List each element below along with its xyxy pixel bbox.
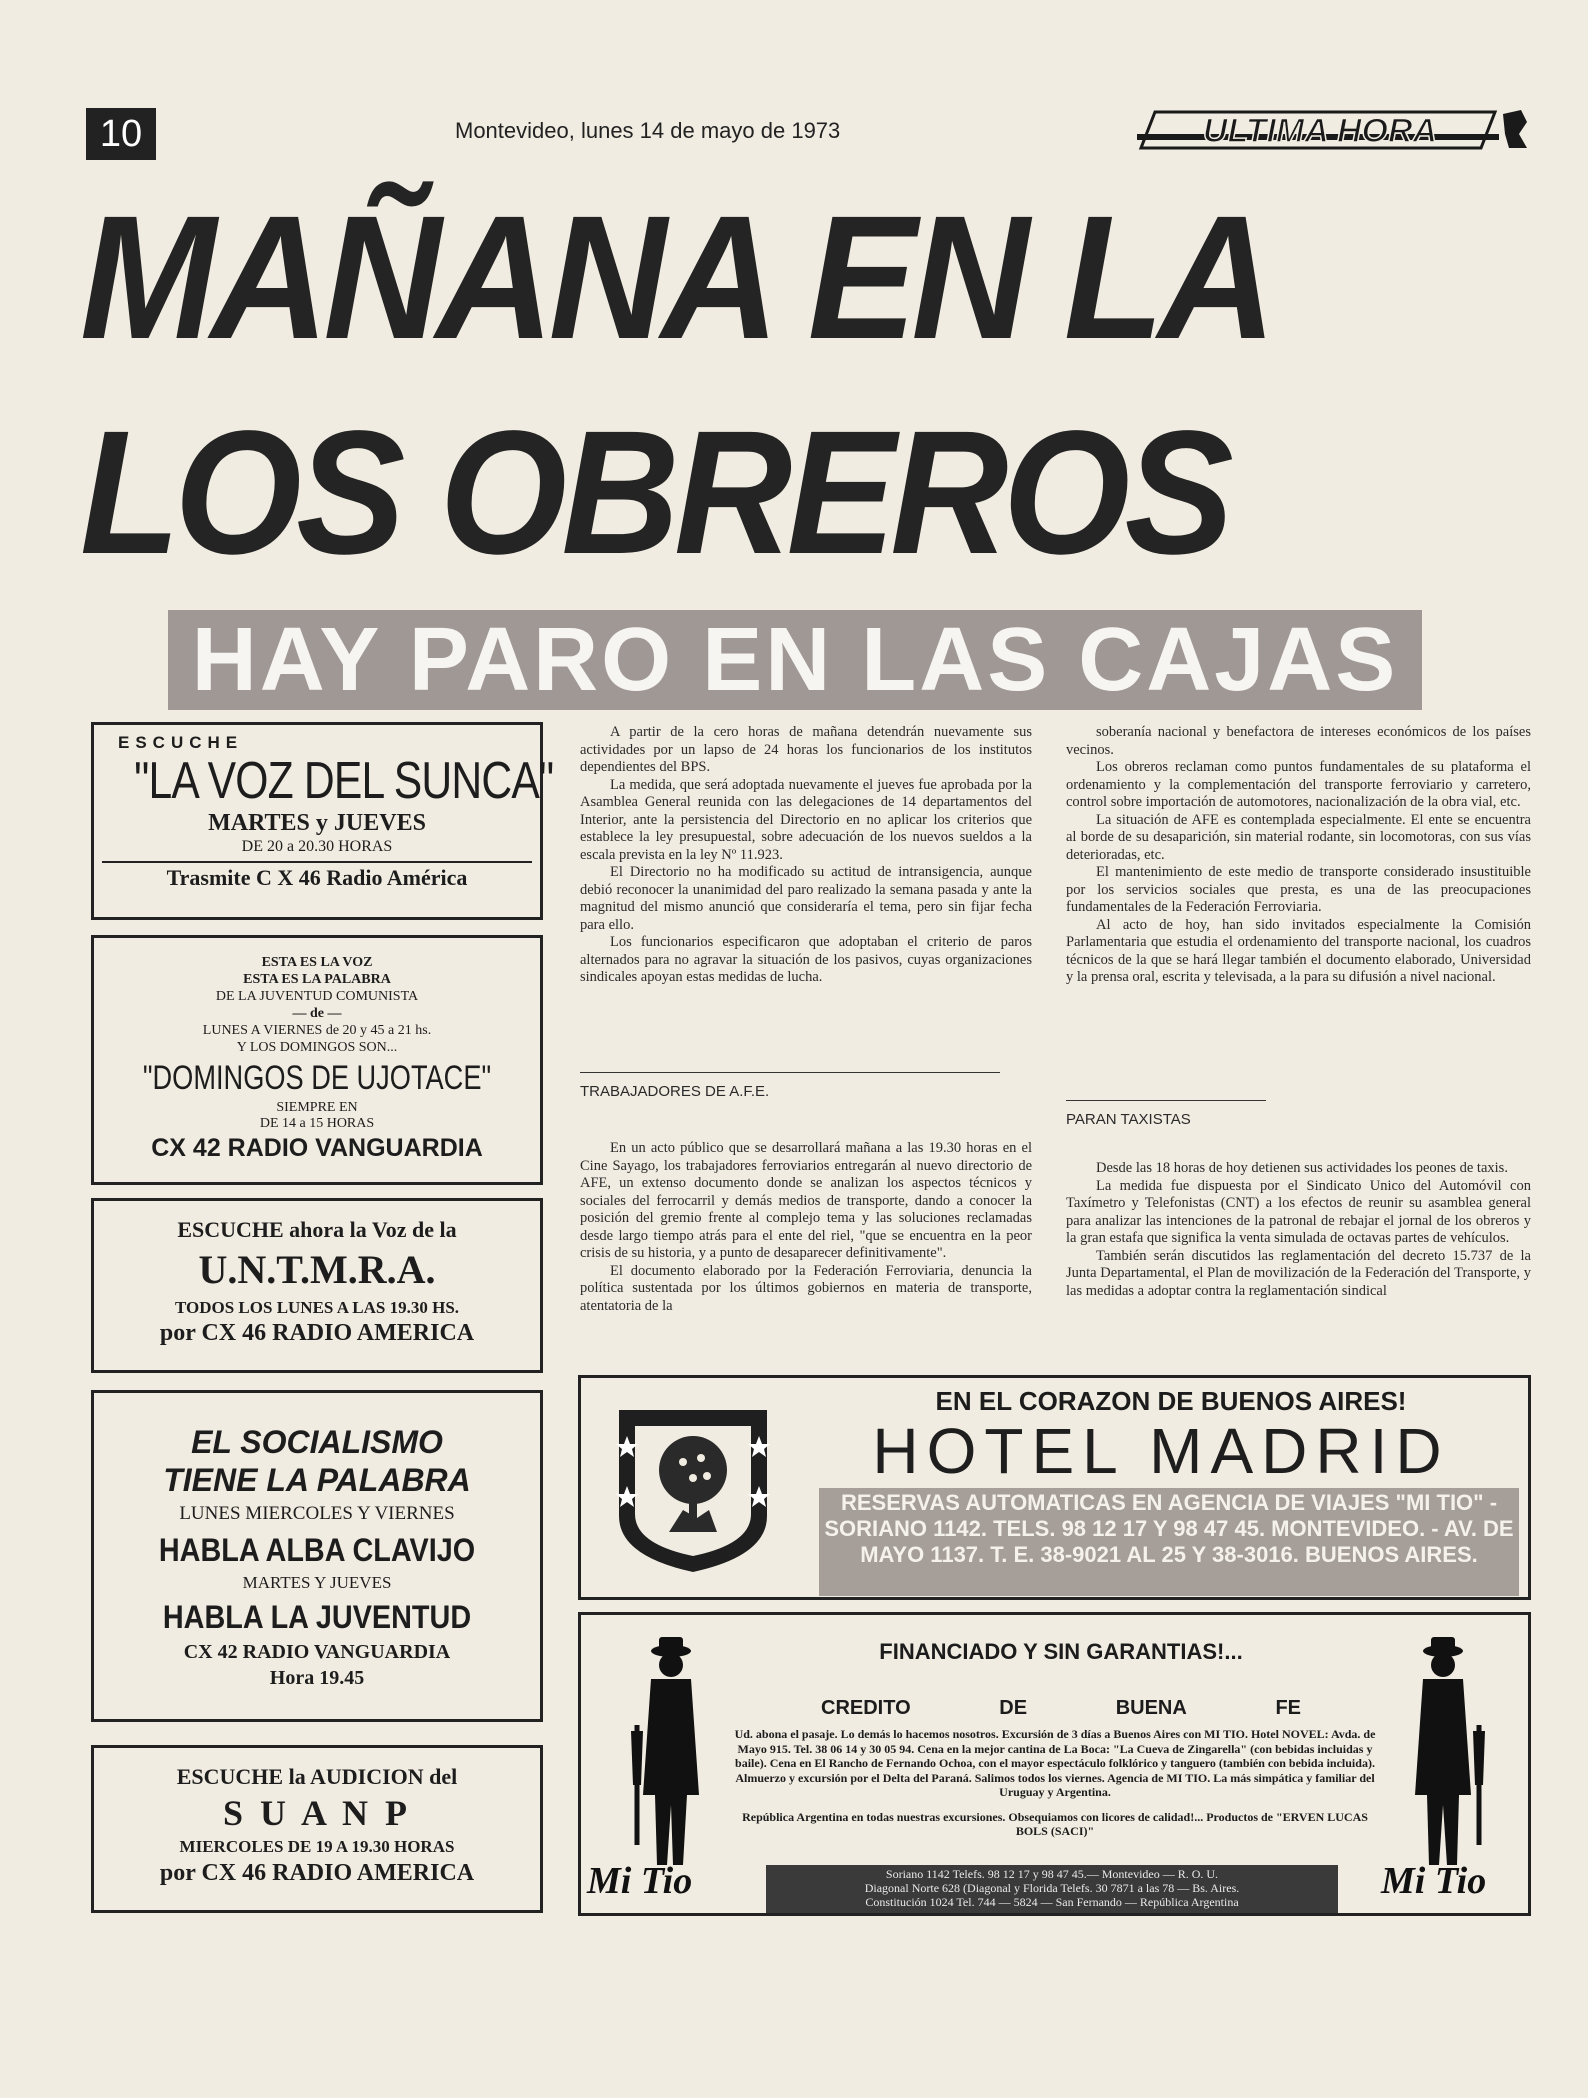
ad-domingos-de-ujotace [91, 935, 543, 1185]
madrid-coat-of-arms-icon [613, 1406, 773, 1576]
socialismo-line-8: Hora 19.45 [269, 1667, 365, 1689]
suanp-title: S U A N P [222, 1793, 412, 1833]
mi-tio-logo-right: Mi Tio [1381, 1860, 1487, 1902]
ad-untmra [91, 1198, 543, 1373]
article-paragraph: En un acto público que se desarrollará mañana a las 19.30 horas en el Cine Sayago, los trabajadores ferroviarios entregarán al nuevo directorio de AFE, un extenso documento donde se analizan los aspectos técnicos y sociales del ferrocarril y demás medios de transporte, dando a conocer la posición del gremio frente al complejo tema y las soluciones reclamadas desde largo tiempo atrás para el ente del riel, "que se encuentra en la peor crisis de su historia, y a punto de desaparecer definitivamente". [580, 1140, 1032, 1261]
ujotace-station: CX 42 RADIO VANGUARDIA [151, 1134, 483, 1162]
article-paragraph: Desde las 18 horas de hoy detienen sus actividades los peones de taxis. [1096, 1160, 1508, 1176]
ujotace-line-3: DE LA JUVENTUD COMUNISTA [215, 989, 419, 1004]
untmra-line-1: ESCUCHE ahora la Voz de la [177, 1217, 457, 1242]
socialismo-line-7: CX 42 RADIO VANGUARDIA [183, 1641, 451, 1663]
socialismo-line-6: HABLA LA JUVENTUD [162, 1599, 472, 1635]
headline-line-2: LOS OBREROS [80, 395, 1229, 591]
article-col-1 [580, 724, 1032, 987]
section-heading-afe: TRABAJADORES DE A.F.E. [580, 1072, 1000, 1100]
financiado-body [733, 1727, 1377, 1849]
ad-el-socialismo [91, 1390, 543, 1722]
section-heading-taxistas: PARAN TAXISTAS [1066, 1100, 1266, 1128]
article-col-2 [1066, 724, 1531, 987]
mi-tio-logo-left: Mi Tio [587, 1860, 693, 1902]
page-number: 10 [86, 108, 156, 160]
untmra-title: U.N.T.M.R.A. [198, 1247, 436, 1292]
subheadline-banner: HAY PARO EN LAS CAJAS [168, 610, 1422, 710]
article-paragraph: El mantenimiento de este medio de transporte considerado insustituible por los servicios sociales que presta, es una de las preocupaciones fundamentales de la Federación Ferroviaria. [1066, 864, 1531, 915]
financiado-title: FINANCIADO Y SIN GARANTIAS!... [879, 1639, 1243, 1664]
sunca-days: MARTES y JUEVES [208, 810, 426, 836]
hotel-reservations-band: RESERVAS AUTOMATICAS EN AGENCIA DE VIAJES "MI TIO" - SORIANO 1142. TELS. 98 12 17 Y 98 47 45. MONTEVIDEO. - AV. DE MAYO 1137. T. E. 38-9021 AL 25 Y 38-3016. BUENOS AIRES. [819, 1488, 1519, 1596]
hotel-name: HOTEL MADRID [872, 1415, 1450, 1487]
untmra-line-2: TODOS LOS LUNES A LAS 19.30 HS. [174, 1298, 460, 1317]
article-col-1b [580, 1140, 1032, 1315]
article-col-2b [1066, 1160, 1531, 1300]
ujotace-line-4: — de — [292, 1006, 342, 1021]
article-paragraph: El Directorio no ha modificado su actitud de intransigencia, aunque debió reconocer la unanimidad del paro realizado la semana pasada y ante la magnitud del mismo anunció que consideraría el tema, pero sin fijar fecha para ello. [580, 864, 1032, 933]
article-paragraph: Los funcionarios especificaron que adoptaban el criterio de paros alternados para no agravar la situación de los pasivos, cuyas organizaciones sindicales apoyan estas medidas de lucha. [580, 934, 1032, 985]
article-paragraph: A partir de la cero horas de mañana detendrán nuevamente sus actividades por un lapso de 24 horas los funcionarios de los institutos dependientes del BPS. [580, 724, 1032, 775]
ujotace-line-7: SIEMPRE EN [276, 1100, 358, 1115]
ad-mi-tio-financiado [578, 1612, 1531, 1916]
article-paragraph: La medida fue dispuesta por el Sindicato Unico del Automóvil con Taxímetro y Telefonistas (CNT) a los efectos de reunir su asamblea general para analizar las intenciones de la patronal de rebajar el jornal de los obreros y la gran estafa que significa la venta simulada de octavas partes de vehículos. [1066, 1177, 1531, 1246]
ad-suanp [91, 1745, 543, 1913]
address-line: Diagonal Norte 628 (Diagonal y Florida Telefs. 30 7871 a las 78 — Bs. Aires. [864, 1881, 1240, 1895]
man-with-umbrella-icon [1393, 1635, 1513, 1875]
sunca-station: Trasmite C X 46 Radio América [102, 861, 532, 893]
credito-word: BUENA [1115, 1697, 1187, 1719]
suanp-station: por CX 46 RADIO AMERICA [159, 1860, 475, 1886]
untmra-station: por CX 46 RADIO AMERICA [159, 1320, 475, 1346]
masthead-text: ULTIMA HORA [1202, 112, 1438, 150]
headline-line-1: MAÑANA EN LA [80, 180, 1271, 376]
credito-word: CREDITO [821, 1697, 911, 1719]
socialismo-line-2: TIENE LA PALABRA [163, 1462, 471, 1498]
article-paragraph: La medida, que será adoptada nuevamente el jueves fue aprobada por la Asamblea General reunida con las delegaciones de 14 departamentos del Interior, ante la persistencia del Directorio en no aplicar los criterios que establece la ley presupuestal, sobre adecuación de los nuevos sueldos a la escala prevista en la ley Nº 11.923. [580, 776, 1032, 863]
credito-word: DE [999, 1697, 1028, 1719]
financiado-paragraph-1: Ud. abona el pasaje. Lo demás lo hacemos nosotros. Excursión de 3 días a Buenos Aires con MI TIO. Hotel NOVEL: Avda. de Mayo 915. Tel. 38 06 14 y 30 05 94. Cena en la mejor cantina de La Boca: "La Cueva de Zingarella" (con bebidas incluidas y baile). Cena en El Rancho de Fernando Ochoa, con el mayor espectáculo folklórico y tanguero (también con bebida incluida). Almuerzo y excursión por el Delta del Paraná. Salimos todos los viernes. Agencia de MI TIO. La más simpática y familiar del Uruguay y Argentina. [734, 1727, 1376, 1799]
article-paragraph: También serán discutidos las reglamentación del decreto 15.737 de la Junta Departamental, el Plan de movilización de la Federación del Transporte, y las medidas a adoptar contra la reglamentación sindical [1066, 1247, 1531, 1299]
ad-hotel-madrid [578, 1375, 1531, 1600]
article-paragraph: La situación de AFE es contemplada especialmente. El ente se encuentra al borde de su desaparición, sin material rodante, sin locomotoras, con sus vías deterioradas, etc. [1066, 811, 1531, 863]
ad-voz-del-sunca [91, 722, 554, 920]
financiado-paragraph-2: República Argentina en todas nuestras excursiones. Obsequiamos con licores de calidad!... Productos de "ERVEN LUCAS BOLS (SACI)" [742, 1809, 1368, 1838]
article-paragraph: soberanía nacional y benefactora de intereses económicos de los países vecinos. [1066, 724, 1531, 758]
ujotace-line-1: ESTA ES LA VOZ [261, 955, 373, 970]
credito-de-buena-fe [781, 1697, 1341, 1720]
socialismo-line-5: MARTES Y JUEVES [242, 1573, 392, 1592]
suanp-line-1: ESCUCHE la AUDICION del [176, 1764, 458, 1789]
credito-word: FE [1275, 1697, 1301, 1719]
article-paragraph: Al acto de hoy, han sido invitados especialmente la Comisión Parlamentaria que estudia el ordenamiento del transporte nacional, los cuadros técnicos de la que se hará llegar también el documento elaborado, Universidad y la prensa oral, escrita y televisada, a la para su difusión a nivel nacional. [1066, 916, 1531, 985]
article-paragraph: El documento elaborado por la Federación Ferroviaria, denuncia la política sustentada por los últimos gobiernos en materia de transporte, atentatoria de la [580, 1262, 1032, 1314]
horse-rider-icon [1503, 110, 1527, 148]
man-with-umbrella-icon [601, 1635, 721, 1875]
hotel-tagline: EN EL CORAZON DE BUENOS AIRES! [935, 1386, 1407, 1416]
sunca-hours: DE 20 a 20.30 HORAS [241, 838, 393, 855]
sunca-title: "LA VOZ DEL SUNCA" [134, 752, 554, 810]
socialismo-line-1: EL SOCIALISMO [191, 1424, 443, 1460]
ujotace-line-5: LUNES A VIERNES de 20 y 45 a 21 hs. [202, 1023, 432, 1038]
socialismo-line-4: HABLA ALBA CLAVIJO [158, 1532, 476, 1568]
address-line: Constitución 1024 Tel. 744 — 5824 — San Fernando — República Argentina [865, 1895, 1239, 1909]
masthead-logo [1135, 104, 1533, 162]
dateline: Montevideo, lunes 14 de mayo de 1973 [455, 118, 841, 143]
suanp-line-2: MIERCOLES DE 19 A 19.30 HORAS [179, 1837, 455, 1856]
ujotace-line-8: DE 14 a 15 HORAS [259, 1116, 375, 1131]
agency-addresses [766, 1865, 1338, 1913]
socialismo-line-3: LUNES MIERCOLES Y VIERNES [179, 1503, 455, 1524]
ujotace-line-2: ESTA ES LA PALABRA [243, 972, 391, 987]
ujotace-line-6: Y LOS DOMINGOS SON... [236, 1040, 398, 1055]
article-paragraph: Los obreros reclaman como puntos fundamentales de su plataforma el ordenamiento y la complementación del transporte ferroviario y carretero, control sobre importación de automotores, nacionalización de la obra vial, etc. [1066, 759, 1531, 810]
sunca-escuche: ESCUCHE [118, 733, 244, 752]
ujotace-title: "DOMINGOS DE UJOTACE" [142, 1059, 492, 1097]
address-line: Soriano 1142 Telefs. 98 12 17 y 98 47 45.— Montevideo — R. O. U. [885, 1867, 1219, 1881]
